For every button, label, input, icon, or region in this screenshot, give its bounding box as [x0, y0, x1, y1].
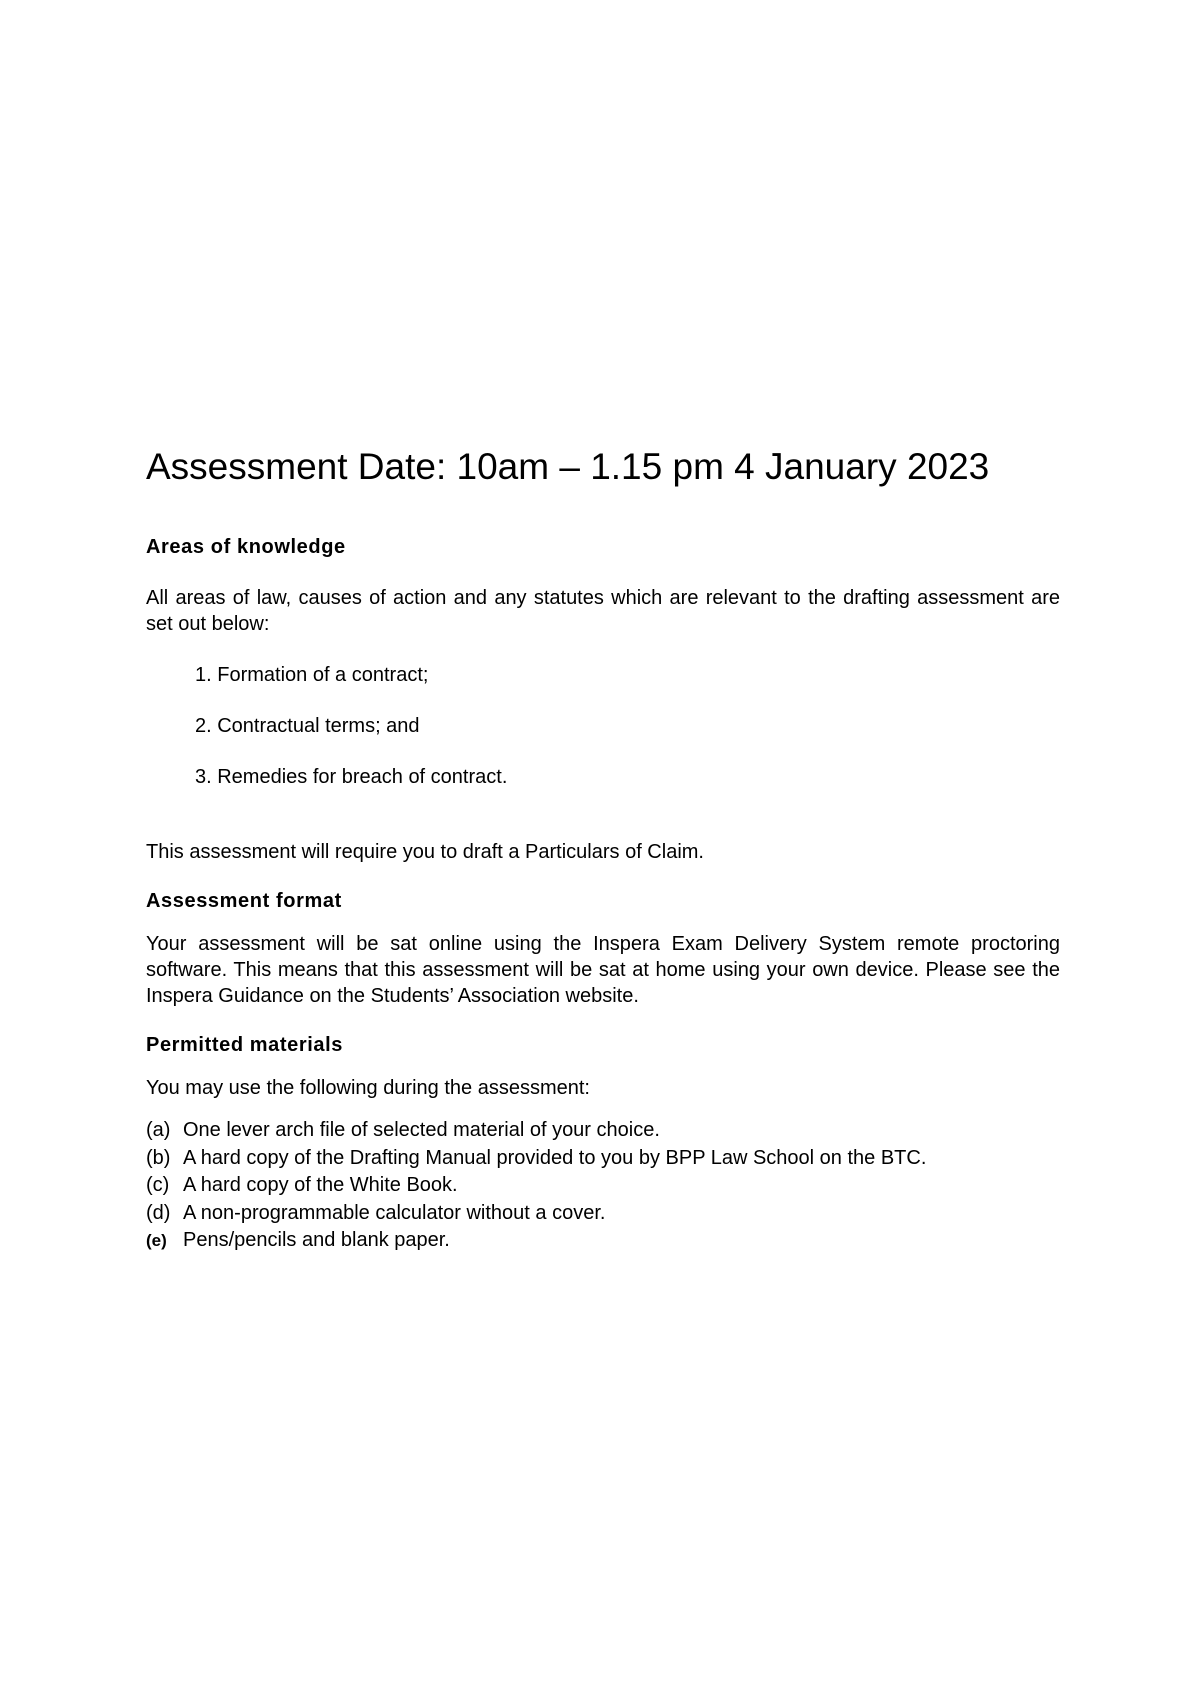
list-item	[146, 1227, 1060, 1255]
list-item: 1. Formation of a contract;	[195, 664, 429, 687]
item-text: Pens/pencils and blank paper.	[183, 1229, 450, 1252]
item-marker: (e)	[146, 1231, 167, 1251]
item-marker: (b)	[146, 1146, 171, 1169]
list-item	[146, 1145, 1060, 1173]
item-text: A hard copy of the White Book.	[183, 1174, 458, 1197]
assessment-date-title: Assessment Date: 10am – 1.15 pm 4 January 2023	[146, 446, 990, 487]
list-item	[146, 1200, 1060, 1228]
areas-intro-paragraph: All areas of law, causes of action and any statutes which are relevant to the drafting assessment are set out below:	[146, 587, 1060, 636]
item-text: A non-programmable calculator without a cover.	[183, 1201, 606, 1224]
assessment-format-paragraph: Your assessment will be sat online using the Inspera Exam Delivery System remote proctoring software. This means that this assessment will be sat at home using your own device. Please see the Inspera Guidance on the Students’ Association website.	[146, 933, 1060, 1008]
list-item: 2. Contractual terms; and	[195, 715, 420, 738]
permitted-materials-intro: You may use the following during the assessment:	[146, 1077, 590, 1100]
claim-note-paragraph: This assessment will require you to draft a Particulars of Claim.	[146, 841, 704, 864]
item-marker: (c)	[146, 1174, 170, 1197]
item-text: One lever arch file of selected material of your choice.	[183, 1119, 660, 1142]
list-item: 3. Remedies for breach of contract.	[195, 766, 508, 789]
permitted-materials-heading: Permitted materials	[146, 1034, 344, 1057]
item-marker: (d)	[146, 1201, 171, 1224]
list-item	[146, 1172, 1060, 1200]
document-page	[146, 445, 1060, 1255]
assessment-format-heading: Assessment format	[146, 890, 342, 913]
areas-of-knowledge-heading: Areas of knowledge	[146, 536, 346, 559]
permitted-materials-list	[146, 1117, 1060, 1255]
item-text: A hard copy of the Drafting Manual provided to you by BPP Law School on the BTC.	[183, 1146, 927, 1169]
areas-list	[146, 662, 1060, 790]
list-item	[146, 1117, 1060, 1145]
item-marker: (a)	[146, 1119, 171, 1142]
